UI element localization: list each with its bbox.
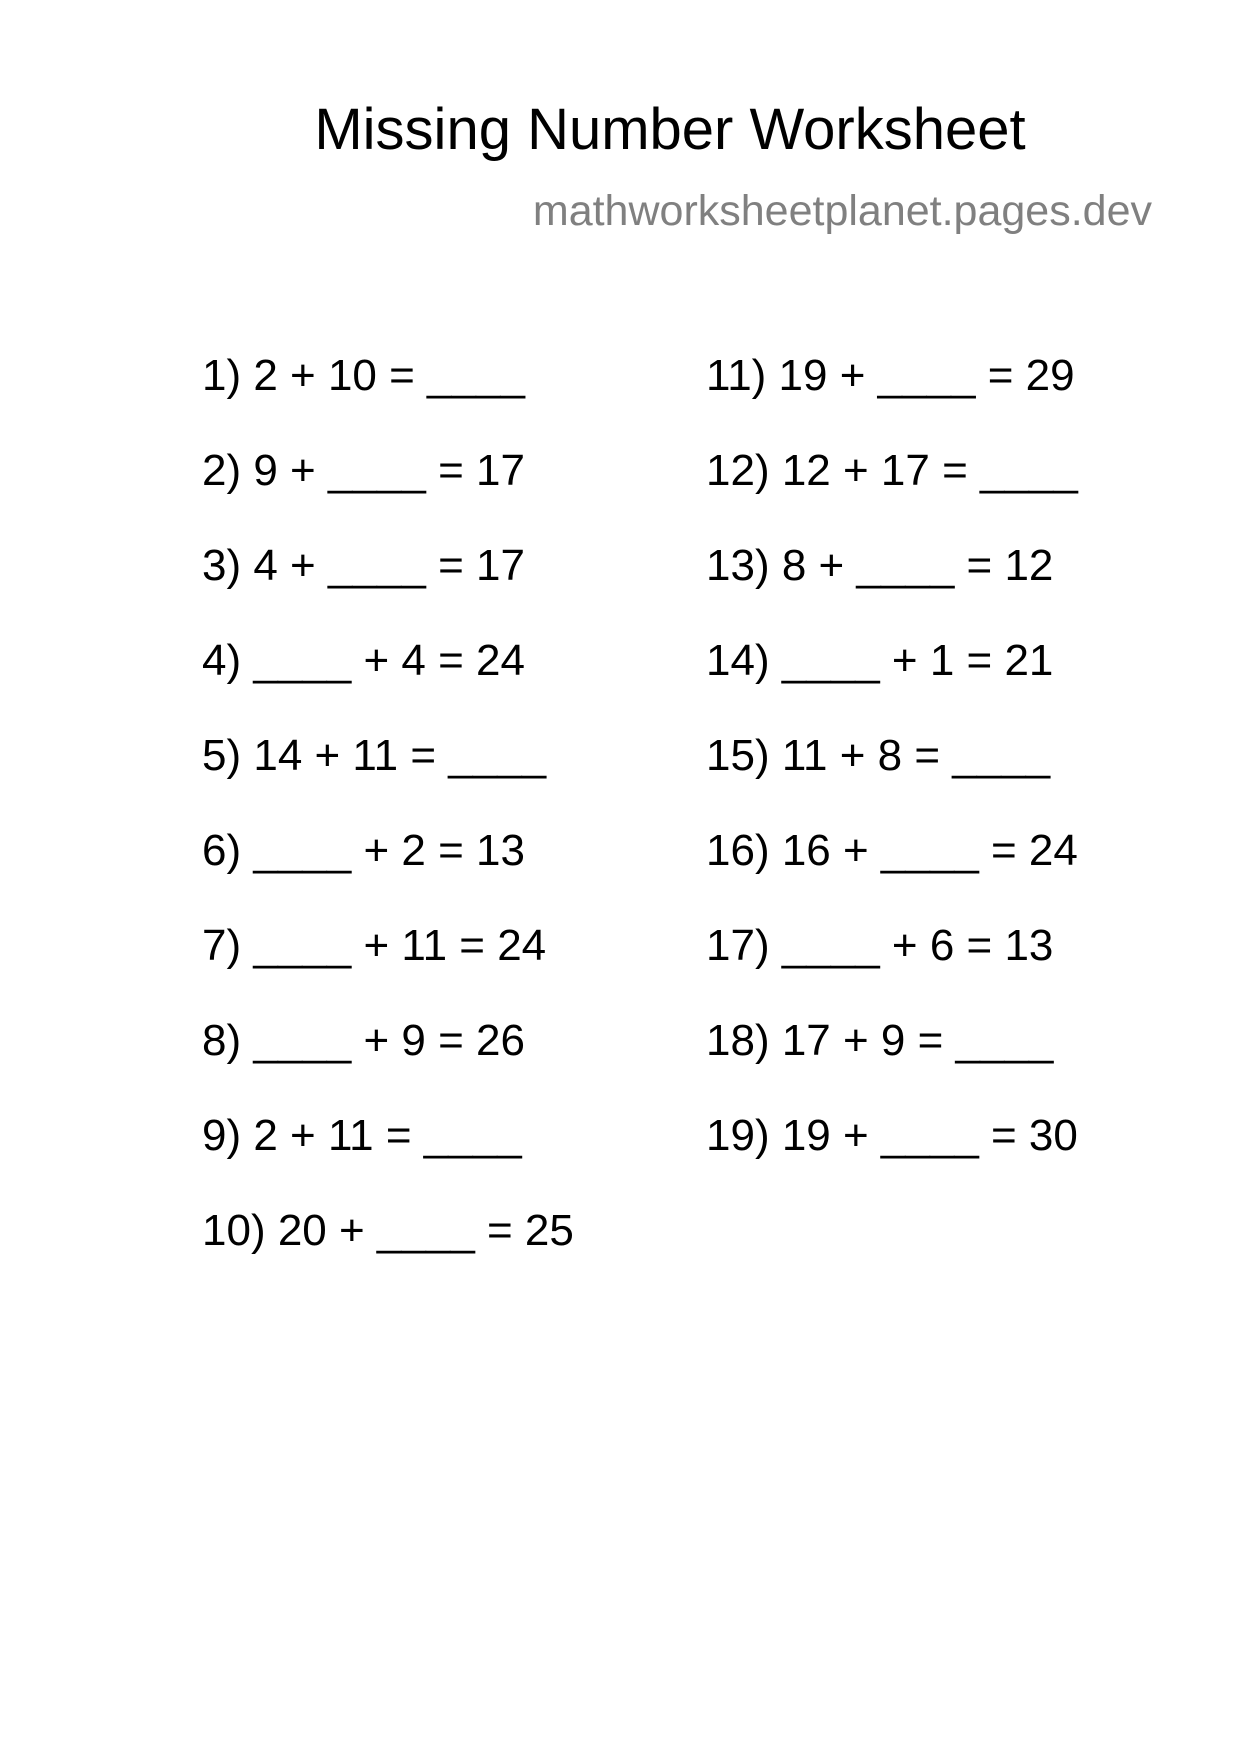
source-url: mathworksheetplanet.pages.dev — [532, 187, 1152, 235]
problem-1: 1) 2 + 10 = ____ — [202, 351, 525, 400]
problem-12: 12) 12 + 17 = ____ — [706, 446, 1078, 495]
problem-2: 2) 9 + ____ = 17 — [202, 446, 525, 495]
problem-14: 14) ____ + 1 = 21 — [706, 636, 1054, 685]
problem-3: 3) 4 + ____ = 17 — [202, 541, 525, 590]
page-title: Missing Number Worksheet — [314, 97, 1026, 162]
problem-list — [202, 350, 1102, 1300]
problem-15: 15) 11 + 8 = ____ — [706, 731, 1051, 780]
problem-19: 19) 19 + ____ = 30 — [706, 1111, 1078, 1160]
problem-9: 9) 2 + 11 = ____ — [202, 1111, 522, 1160]
problem-6: 6) ____ + 2 = 13 — [202, 826, 525, 875]
problem-7: 7) ____ + 11 = 24 — [202, 921, 547, 970]
problem-4: 4) ____ + 4 = 24 — [202, 636, 525, 685]
problem-10: 10) 20 + ____ = 25 — [202, 1206, 574, 1255]
problem-18: 18) 17 + 9 = ____ — [706, 1016, 1054, 1065]
problem-11: 11) 19 + ____ = 29 — [706, 351, 1075, 400]
problem-5: 5) 14 + 11 = ____ — [202, 731, 547, 780]
problem-13: 13) 8 + ____ = 12 — [706, 541, 1054, 590]
problem-16: 16) 16 + ____ = 24 — [706, 826, 1078, 875]
problem-8: 8) ____ + 9 = 26 — [202, 1016, 525, 1065]
problem-17: 17) ____ + 6 = 13 — [706, 921, 1054, 970]
